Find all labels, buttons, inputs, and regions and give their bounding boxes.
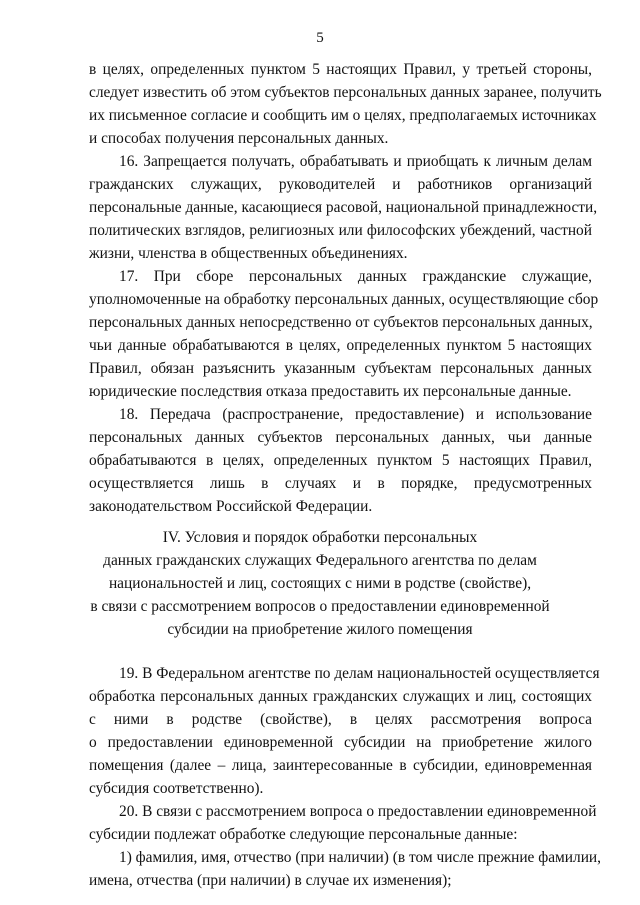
text-line: в целях, определенных пунктом 5 настоящих Правил, у третьей стороны, — [89, 61, 592, 78]
text-line: персональные данные, касающиеся расовой, национальной принадлежности, — [89, 199, 598, 216]
paragraph-16-first-line: 16. Запрещается получать, обрабатывать и приобщать к личным делам — [119, 153, 592, 170]
text-line: обработка персональных данных гражданских служащих и лиц, состоящих — [89, 688, 592, 705]
text-line: имена, отчества (при наличии) в случае их изменения); — [89, 872, 452, 889]
text-line: с ними в родстве (свойстве), в целях рассмотрения вопроса — [89, 711, 592, 728]
text-line: жизни, членства в общественных объединениях. — [89, 245, 408, 262]
text-line: уполномоченные на обработку персональных данных, осуществляющие сбор — [89, 291, 599, 308]
section-heading-line: национальностей и лиц, состоящих с ними в родстве (свойстве), — [108, 575, 532, 592]
text-line: и способах получения персональных данных. — [89, 130, 389, 147]
text-line: субсидии подлежат обработке следующие персональные данные: — [89, 826, 518, 843]
text-line: политических взглядов, религиозных или философских убеждений, частной — [89, 222, 592, 239]
text-line: осуществляется лишь в случаях и в порядке, предусмотренных — [89, 475, 592, 492]
section-heading-line: IV. Условия и порядок обработки персональных — [162, 529, 478, 546]
text-line: персональных данных субъектов персональных данных, чьи данные — [89, 429, 592, 446]
text-line: помещения (далее – лица, заинтересованные в субсидии, единовременная — [89, 757, 592, 774]
text-line: обрабатываются в целях, определенных пунктом 5 настоящих Правил, — [89, 452, 592, 469]
text-line: следует известить об этом субъектов персональных данных заранее, получить — [89, 84, 602, 101]
text-line: законодательством Российской Федерации. — [89, 498, 373, 515]
paragraph-20-first-line: 20. В связи с рассмотрением вопроса о предоставлении единовременной — [119, 803, 597, 820]
paragraph-19-first-line: 19. В Федеральном агентстве по делам национальностей осуществляется — [119, 665, 600, 682]
text-line: чьи данные обрабатываются в целях, определенных пунктом 5 настоящих — [89, 337, 592, 354]
paragraph-17-first-line: 17. При сборе персональных данных гражданские служащие, — [119, 268, 592, 285]
text-line: субсидия соответственно). — [89, 780, 264, 797]
text-line: персональных данных непосредственно от субъектов персональных данных, — [89, 314, 593, 331]
section-heading-line: субсидии на приобретение жилого помещения — [167, 621, 473, 638]
text-line: о предоставлении единовременной субсидии на приобретение жилого — [89, 734, 592, 751]
section-heading-line: данных гражданских служащих Федерального агентства по делам — [103, 552, 537, 569]
text-line: их письменное согласие и сообщить им о целях, предполагаемых источниках — [89, 107, 597, 124]
text-line: гражданских служащих, руководителей и работников организаций — [89, 176, 592, 193]
page-number: 5 — [316, 30, 324, 46]
section-heading-line: в связи с рассмотрением вопросов о предоставлении единовременной — [90, 598, 550, 615]
list-item-1-first-line: 1) фамилия, имя, отчество (при наличии) (в том числе прежние фамилии, — [119, 849, 602, 866]
text-line: Правил, обязан разъяснить указанным субъектам персональных данных — [89, 360, 592, 377]
paragraph-18-first-line: 18. Передача (распространение, предоставление) и использование — [119, 406, 592, 423]
text-line: юридические последствия отказа предоставить их персональные данные. — [89, 383, 572, 400]
